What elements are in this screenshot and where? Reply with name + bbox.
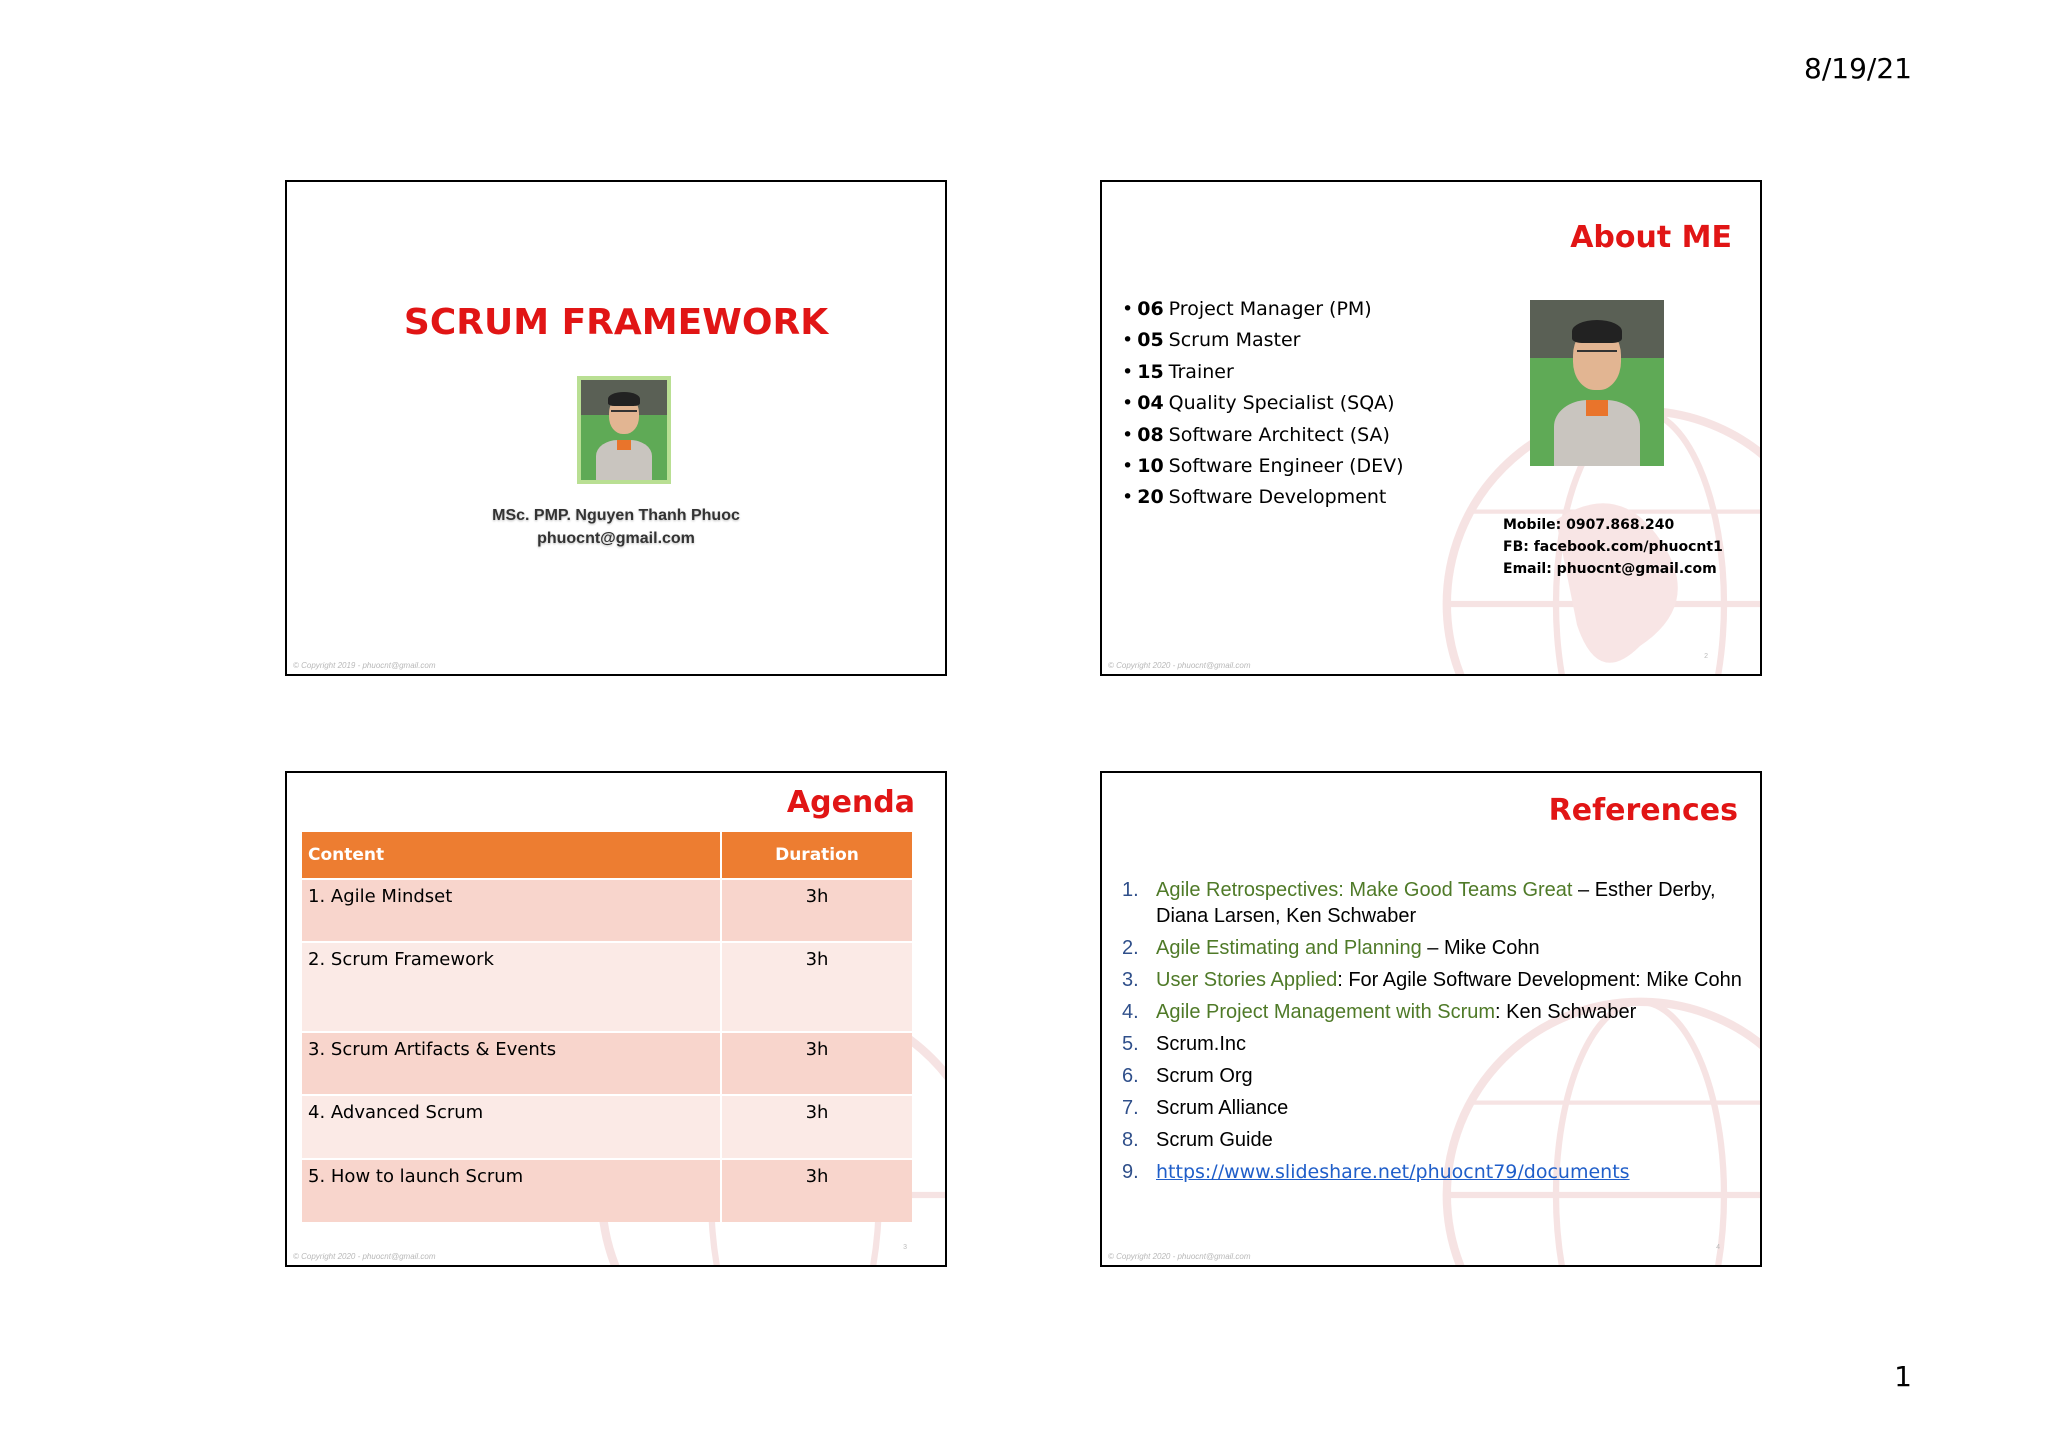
agenda-duration-cell: 3h bbox=[721, 879, 912, 942]
table-header-row bbox=[302, 832, 912, 879]
agenda-title: Agenda bbox=[786, 785, 915, 820]
table-row bbox=[302, 1095, 912, 1159]
slide-number: 2 bbox=[1704, 653, 1708, 660]
agenda-duration-cell: 3h bbox=[721, 1032, 912, 1095]
list-item: 7. Scrum Alliance bbox=[1122, 1097, 1289, 1119]
list-item: 3. User Stories Applied: For Agile Software Development: Mike Cohn bbox=[1122, 969, 1742, 991]
contact-info bbox=[1503, 514, 1723, 580]
author-block bbox=[287, 504, 945, 550]
references-title: References bbox=[1548, 793, 1738, 828]
table-row bbox=[302, 942, 912, 1032]
slide-title-heading: SCRUM FRAMEWORK bbox=[403, 302, 829, 343]
column-header-content: Content bbox=[302, 832, 721, 879]
about-me-photo bbox=[1530, 300, 1664, 466]
copyright-watermark: © Copyright 2020 - phuocnt@gmail.com bbox=[1108, 1252, 1251, 1261]
copyright-watermark: © Copyright 2020 - phuocnt@gmail.com bbox=[1108, 661, 1251, 670]
contact-mobile: Mobile: 0907.868.240 bbox=[1503, 517, 1675, 533]
column-header-duration: Duration bbox=[721, 832, 912, 879]
table-row bbox=[302, 1159, 912, 1222]
agenda-duration-cell: 3h bbox=[721, 1095, 912, 1159]
list-item: 9. https://www.slideshare.net/phuocnt79/documents bbox=[1122, 1161, 1630, 1183]
experience-list bbox=[1122, 294, 1404, 514]
author-email: phuocnt@gmail.com bbox=[537, 530, 695, 547]
slide-title bbox=[285, 180, 947, 676]
list-item: 2. Agile Estimating and Planning – Mike Cohn bbox=[1122, 937, 1540, 959]
table-row bbox=[302, 1032, 912, 1095]
list-item: 5. Scrum.Inc bbox=[1122, 1033, 1247, 1055]
list-item: • 06 Project Manager (PM) bbox=[1122, 298, 1372, 320]
list-item: 1. Agile Retrospectives: Make Good Teams Great – Esther Derby, Diana Larsen, Ken Schwaber bbox=[1122, 879, 1716, 927]
author-photo bbox=[577, 376, 671, 484]
slide-number: 4 bbox=[1716, 1244, 1720, 1251]
list-item: • 04 Quality Specialist (SQA) bbox=[1122, 392, 1395, 415]
list-item: 8. Scrum Guide bbox=[1122, 1129, 1273, 1151]
agenda-content-cell: 1. Agile Mindset bbox=[302, 879, 721, 942]
about-me-title: About ME bbox=[1570, 220, 1732, 255]
agenda-duration-cell: 3h bbox=[721, 942, 912, 1032]
slide-about-me bbox=[1100, 180, 1762, 676]
page-number: 1 bbox=[1894, 1360, 1912, 1393]
slide-references bbox=[1100, 771, 1762, 1267]
list-item: 4. Agile Project Management with Scrum: Ken Schwaber bbox=[1122, 1001, 1637, 1023]
page-date: 8/19/21 bbox=[1804, 52, 1912, 85]
agenda-content-cell: 3. Scrum Artifacts & Events bbox=[302, 1032, 721, 1095]
contact-facebook: FB: facebook.com/phuocnt1 bbox=[1503, 539, 1723, 555]
list-item: • 15 Trainer bbox=[1122, 360, 1234, 383]
slideshare-link[interactable]: https://www.slideshare.net/phuocnt79/documents bbox=[1156, 1161, 1630, 1183]
table-row bbox=[302, 879, 912, 942]
list-item: 6. Scrum Org bbox=[1122, 1065, 1253, 1087]
copyright-watermark: © Copyright 2019 - phuocnt@gmail.com bbox=[293, 661, 436, 670]
list-item: • 08 Software Architect (SA) bbox=[1122, 423, 1390, 446]
author-name: MSc. PMP. Nguyen Thanh Phuoc bbox=[492, 507, 740, 524]
agenda-content-cell: 2. Scrum Framework bbox=[302, 942, 721, 1032]
agenda-content-cell: 5. How to launch Scrum bbox=[302, 1159, 721, 1222]
contact-email: Email: phuocnt@gmail.com bbox=[1503, 561, 1717, 577]
list-item: • 05 Scrum Master bbox=[1122, 329, 1301, 352]
agenda-duration-cell: 3h bbox=[721, 1159, 912, 1222]
list-item: • 20 Software Development bbox=[1122, 486, 1387, 509]
agenda-table bbox=[302, 832, 912, 1222]
references-list bbox=[1122, 877, 1742, 1191]
slide-agenda bbox=[285, 771, 947, 1267]
agenda-content-cell: 4. Advanced Scrum bbox=[302, 1095, 721, 1159]
slide-number: 3 bbox=[903, 1244, 907, 1251]
copyright-watermark: © Copyright 2020 - phuocnt@gmail.com bbox=[293, 1252, 436, 1261]
list-item: • 10 Software Engineer (DEV) bbox=[1122, 455, 1404, 478]
